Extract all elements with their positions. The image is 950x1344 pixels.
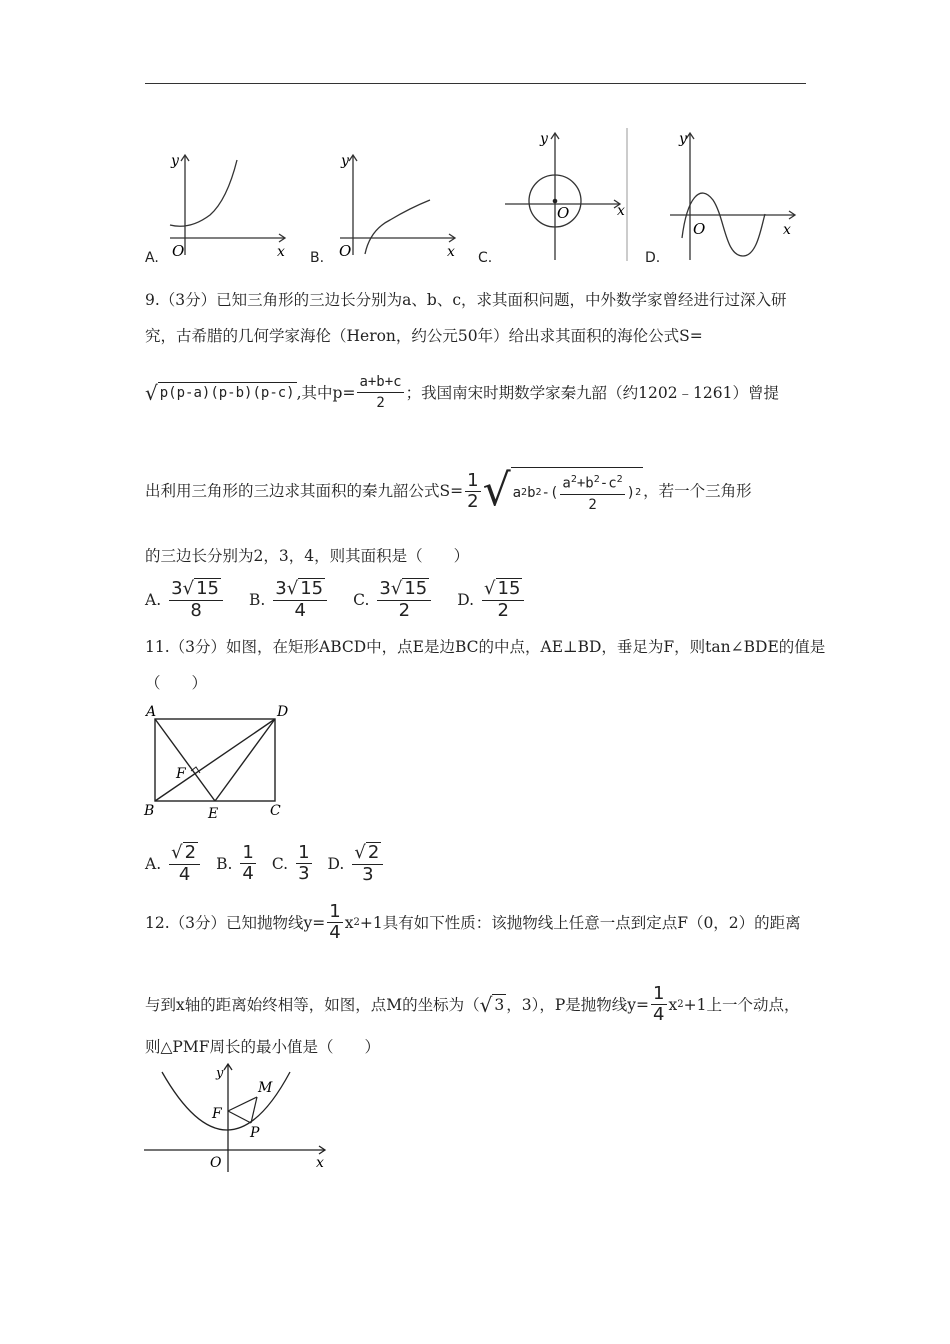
qin-half-den: 2 <box>467 490 479 512</box>
q12-label-x: x <box>316 1155 324 1171</box>
qin-inner-c-exp: 2 <box>616 474 623 486</box>
q12-line2-mid: ，3），P是抛物线y= <box>506 995 650 1014</box>
q9-line3-mid: ,其中p= <box>296 383 356 402</box>
q8d-x-label: x <box>783 222 791 238</box>
q12-figure <box>140 1060 340 1175</box>
q11-option-b-label[interactable]: B. <box>216 854 233 873</box>
q12-label-f: F <box>212 1106 222 1122</box>
qin-b: b <box>527 484 536 501</box>
q12-fraction-1 <box>327 902 342 943</box>
q12-fraction-2 <box>651 984 666 1025</box>
q12-line2-end: +1上一个动点， <box>683 995 800 1014</box>
qin-inner-b-exp: 2 <box>593 474 600 486</box>
qin-half-num: 1 <box>467 469 479 491</box>
q11-figure <box>140 700 300 825</box>
top-rule <box>145 83 806 84</box>
q12-f-num: 1 <box>329 901 341 922</box>
qin-b-exp: 2 <box>535 486 542 498</box>
q12-f2-den: 4 <box>653 1004 665 1025</box>
q8-option-c[interactable]: C. <box>478 250 493 266</box>
q8-option-a[interactable]: A. <box>145 250 159 266</box>
q12-f-den: 4 <box>329 922 341 943</box>
q9-line5: 的三边长分别为2，3，4，则其面积是（ ） <box>145 547 470 565</box>
q12-label-o: O <box>210 1155 222 1171</box>
q9-options <box>145 578 526 621</box>
heron-sqrt: √ p(p-a)(p-b)(p-c) <box>145 380 295 405</box>
q12-line2 <box>145 984 799 1025</box>
q9-line4-start: 出利用三角形的三边求其面积的秦九韶公式S= <box>145 482 464 500</box>
q9-line4 <box>145 467 752 515</box>
qin-half <box>465 471 480 512</box>
q8a-origin-label: O <box>172 242 185 260</box>
q12-x-exp: 2 <box>353 916 360 928</box>
q12-m-sqrt: √ 3 <box>479 992 505 1017</box>
q11-option-b-value[interactable]: $\frac{1}{4}$ <box>242 842 254 884</box>
q11-option-d-value[interactable]: √ 2 3 <box>352 842 383 885</box>
qin-outer-exp: 2 <box>635 486 642 498</box>
qin-inner-a-exp: 2 <box>570 474 577 486</box>
q12-m-rad: 3 <box>494 995 505 1014</box>
q8a-x-label: x <box>277 244 285 260</box>
q11-label-d: D <box>277 704 289 720</box>
q12-f2-num: 1 <box>653 983 665 1004</box>
q8c-y-label: y <box>540 131 548 147</box>
q12-x2: x <box>668 995 678 1014</box>
qin-inner-a: a <box>562 475 571 492</box>
q11-label-a: A <box>146 704 157 720</box>
q8-option-b[interactable]: B. <box>310 250 325 266</box>
p-num: a+b+c <box>357 372 403 393</box>
q9-line3 <box>145 372 779 413</box>
p-den: 2 <box>376 395 385 411</box>
q8-graph-b <box>335 150 460 260</box>
q8-graph-c <box>500 128 630 263</box>
q8a-y-label: y <box>171 153 179 169</box>
q12-line1-end: +1具有如下性质：该抛物线上任意一点到定点F（0，2）的距离 <box>359 913 801 932</box>
q12-label-m: M <box>258 1080 273 1096</box>
q12-label-p: P <box>250 1125 260 1141</box>
q8-graph-d <box>665 128 805 263</box>
q8b-origin-label: O <box>339 242 352 260</box>
q8-option-d[interactable]: D. <box>645 250 661 266</box>
q8d-y-label: y <box>679 131 687 147</box>
q11-label-e: E <box>208 806 219 822</box>
q9-option-c-value[interactable]: 3 √ 15 2 <box>377 578 431 621</box>
q12-line1-start: 12.（3分）已知抛物线y= <box>145 913 326 932</box>
q11-options <box>145 842 385 885</box>
q8b-x-label: x <box>447 244 455 260</box>
q9-option-a-value[interactable]: 3 √ 15 8 <box>169 578 223 621</box>
qin-inner-den: 2 <box>588 496 597 513</box>
qin-minus: -( <box>541 484 559 501</box>
q9-option-c-label[interactable]: C. <box>353 590 370 609</box>
p-fraction <box>357 372 403 413</box>
q9-line2: 究，古希腊的几何学家海伦（Heron，约公元50年）给出求其面积的海伦公式S= <box>145 327 703 345</box>
qin-inner-c: -c <box>599 475 617 492</box>
q11-line1: 11.（3分）如图，在矩形ABCD中，点E是边BC的中点，AE⊥BD，垂足为F，则tan∠BDE的值是 <box>145 638 826 656</box>
q8d-origin-label: O <box>693 220 706 238</box>
q9-line4-end: ，若一个三角形 <box>643 482 752 500</box>
q9-line3-end: ；我国南宋时期数学家秦九韶（约1202﹣1261）曾提 <box>405 383 780 402</box>
qin-sqrt: √ a 2 b 2 -( $\frac{a^2+b^2-c^2}{2}$ ) 2 <box>482 465 642 516</box>
q9-option-b-value[interactable]: 3 √ 15 4 <box>273 578 327 621</box>
q11-line2: （ ） <box>145 674 208 692</box>
qin-close: ) <box>626 484 636 501</box>
q11-label-b: B <box>144 803 155 819</box>
q8c-origin-label: O <box>557 204 570 222</box>
q11-option-d-label[interactable]: D. <box>327 854 345 873</box>
q11-option-c-label[interactable]: C. <box>271 854 289 873</box>
q12-line1 <box>145 902 801 943</box>
q8-graph-a <box>165 150 290 260</box>
qin-inner-fraction <box>560 470 624 515</box>
q8c-x-label: x <box>617 203 625 219</box>
q9-option-b-label[interactable]: B. <box>248 590 266 609</box>
q11-label-f: F <box>176 766 186 782</box>
q9-line1: 9.（3分）已知三角形的三边长分别为a、b、c，求其面积问题，中外数学家曾经进行过深入研 <box>145 291 787 309</box>
q9-option-d-label[interactable]: D. <box>457 590 475 609</box>
q12-line2-start: 与到x轴的距离始终相等，如图，点M的坐标为（ <box>145 995 480 1014</box>
q11-option-a-value[interactable]: √ 2 4 <box>169 842 200 885</box>
heron-radicand: p(p-a)(p-b)(p-c) <box>158 382 297 404</box>
q11-label-c: C <box>270 803 281 819</box>
q11-option-a-label[interactable]: A. <box>145 854 162 873</box>
q12-y-label: y <box>216 1066 224 1081</box>
q12-line3: 则△PMF周长的最小值是（ ） <box>145 1038 380 1056</box>
q9-option-a-label[interactable]: A. <box>145 590 162 609</box>
q9-option-d-value[interactable]: √ 15 2 <box>482 578 524 621</box>
q8b-y-label: y <box>341 153 349 169</box>
q11-option-c-value[interactable]: $\frac{1}{3}$ <box>298 842 310 884</box>
qin-a: a <box>512 484 522 501</box>
qin-a-exp: 2 <box>521 486 528 498</box>
q12-x2-exp: 2 <box>677 998 684 1010</box>
qin-inner-plus-b: +b <box>576 475 594 492</box>
q12-x: x <box>344 913 354 932</box>
